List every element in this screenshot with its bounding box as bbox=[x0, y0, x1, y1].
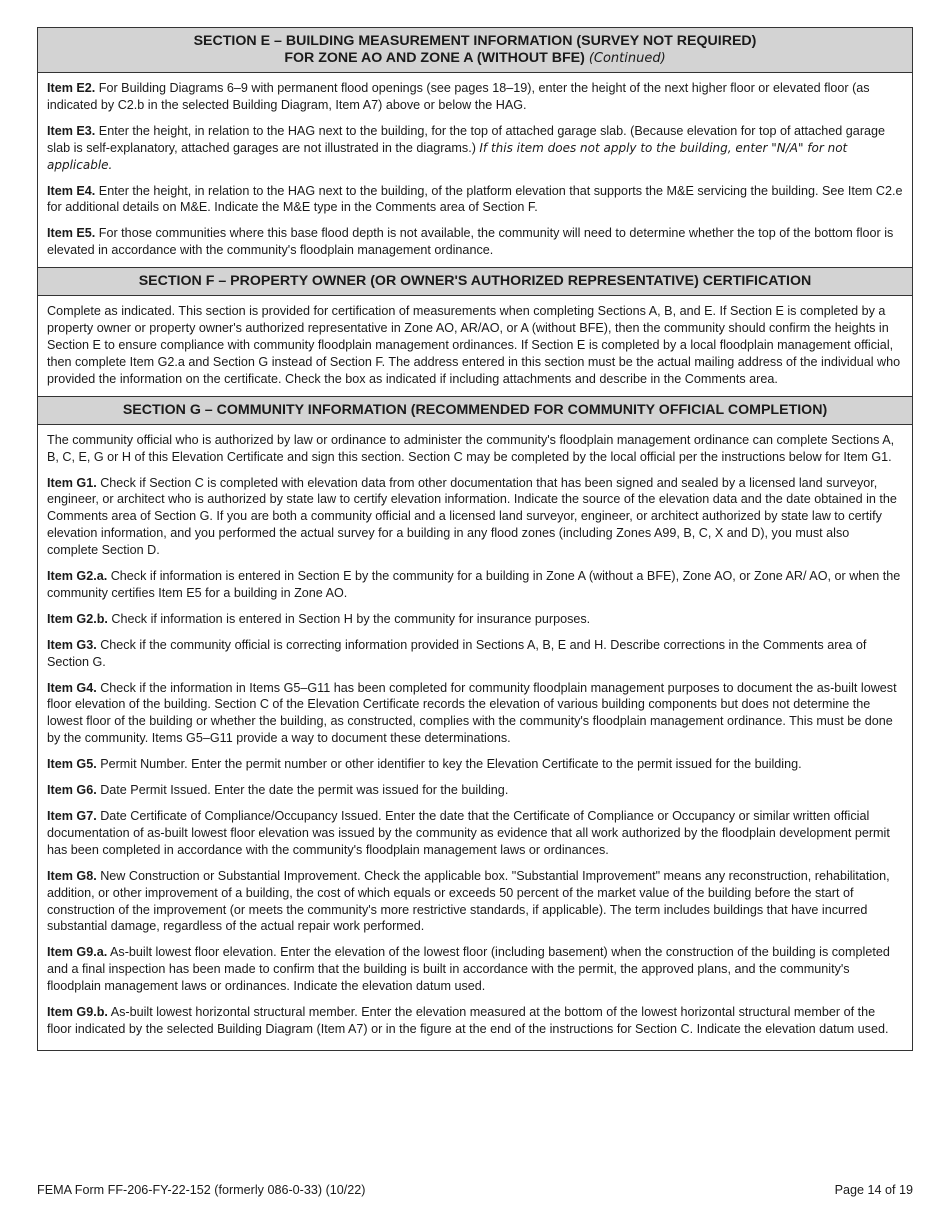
continued-label: (Continued) bbox=[588, 51, 666, 66]
item-text: Check if the information in Items G5–G11 has been completed for community floodplain management purposes to document the as-built lowest floor elevation of the building. Section C of the Elevation Certificate records the elevation of various building components but does not determine the lowest floor of the building or whether the building, as constructed, complies with the community's floodplain management ordinance. This must be done by the community. Items G5–G11 provide a way to document these determinations. bbox=[47, 680, 897, 746]
section-f-text: Complete as indicated. This section is provided for certification of measurements when completing Sections A, B, and E. If Section E is completed by a property owner or property owner's authorized representative in Zone AO, AR/AO, or A (without BFE), then the community should confirm the heights in Section E to ensure compliance with community floodplain management ordinances. If Section E is completed by a local floodplain management official, then complete Item G2.a and Section G instead of Section F. The address entered in this section must be the actual mailing address of the individual who provided the information on the certificate. Check the box as indicated if including attachments and describe in the Comments area. bbox=[47, 304, 901, 386]
item-text: Date Permit Issued. Enter the date the permit was issued for the building. bbox=[100, 783, 509, 798]
section-g-title: SECTION G – COMMUNITY INFORMATION (RECOMMENDED FOR COMMUNITY OFFICIAL COMPLETION) bbox=[122, 401, 828, 418]
item-label: Item G7. bbox=[47, 809, 97, 823]
item-label: Item G9.a. bbox=[47, 945, 108, 960]
item-label: Item E3. bbox=[47, 123, 96, 138]
item-label: Item G4. bbox=[47, 680, 97, 695]
section-g-body bbox=[38, 425, 912, 1050]
item-italic-note: If this item does not apply to the building, enter "N/A" for not applicable. bbox=[47, 140, 848, 172]
item-g1 bbox=[47, 475, 903, 560]
item-label: Item G1. bbox=[47, 475, 97, 490]
item-label: Item G3. bbox=[47, 637, 97, 652]
item-e3 bbox=[47, 123, 903, 174]
item-e5 bbox=[47, 225, 903, 259]
item-label: Item G9.b. bbox=[47, 1005, 108, 1020]
item-text: For Building Diagrams 6–9 with permanent flood openings (see pages 18–19), enter the height of the next higher floor or elevated floor (as indicated by C2.b in the selected Building Diagram, Item A7) above or below the HAG. bbox=[47, 81, 870, 112]
item-text: New Construction or Substantial Improvement. Check the applicable box. "Substantial Improvement" means any reconstruction, rehabilitation, addition, or other improvement of a building, the cost of which equals or exceeds 50 percent of the market value of the building before the start of construction of the improvement (or meets the community's more restrictive standards, if applicable). The term includes buildings that have incurred substantial damage, regardless of the actual repair work performed. bbox=[47, 868, 890, 934]
section-e-title-line1: SECTION E – BUILDING MEASUREMENT INFORMATION (SURVEY NOT REQUIRED) bbox=[193, 33, 757, 49]
item-text: Check if information is entered in Section E by the community for a building in Zone A (without a BFE), Zone AO, or Zone AR/ AO, or when the community certifies Item E5 for a building in Zone AO. bbox=[47, 569, 901, 600]
section-g-intro: The community official who is authorized by law or ordinance to administer the community's floodplain management ordinance can complete Sections A, B, C, E, G or H of this Elevation Certificate and sign this section. Section C may be completed by the local official per the instructions below for Item G1. bbox=[47, 432, 895, 464]
item-text: Check if information is entered in Section H by the community for insurance purposes. bbox=[111, 611, 591, 626]
item-label: Item G6. bbox=[47, 783, 97, 798]
form-content bbox=[37, 27, 913, 1051]
item-g5 bbox=[47, 756, 903, 773]
section-e-header bbox=[38, 28, 912, 73]
item-label: Item G5. bbox=[47, 757, 97, 772]
page-number: Page 14 of 19 bbox=[834, 1183, 913, 1197]
item-label: Item E2. bbox=[47, 81, 96, 95]
section-e-title-line2-row bbox=[46, 50, 904, 67]
item-g2a bbox=[47, 568, 903, 602]
item-g9b bbox=[47, 1004, 903, 1038]
item-g4 bbox=[47, 680, 903, 748]
section-f-body bbox=[38, 296, 912, 397]
item-g6 bbox=[47, 782, 903, 799]
form-id: FEMA Form FF-206-FY-22-152 (formerly 086-0-33) (10/22) bbox=[37, 1183, 366, 1197]
item-text: Date Certificate of Compliance/Occupancy Issued. Enter the date that the Certificate of Compliance or Occupancy or similar written official documentation of as-built lowest floor elevation was issued by the community as evidence that all work authorized by the floodplain development permit has been completed in accordance with the community's floodplain management laws or ordinances. bbox=[47, 809, 890, 857]
item-label: Item G8. bbox=[47, 868, 97, 883]
item-text: As-built lowest horizontal structural member. Enter the elevation measured at the bottom of the lowest horizontal structural member of the floor indicated by the selected Building Diagram (Item A7) or in the figure at the end of the instructions for Section C. Indicate the elevation datum used. bbox=[47, 1005, 889, 1036]
item-label: Item E4. bbox=[47, 183, 96, 198]
item-text: Check if Section C is completed with elevation data from other documentation that has been signed and sealed by a licensed land surveyor, engineer, or architect who is authorized by state law to certify elevation information. Indicate the source of the elevation data and the date obtained in the Comments area of Section G. If you are both a community official and a licensed land surveyor, engineer, or architect authorized by state law to certify elevation information, and you performed the actual survey for a building in any flood zones (including Zones A99, B, C, X and D), you must also complete Section D. bbox=[47, 475, 897, 558]
item-text: Check if the community official is correcting information provided in Sections A, B, E and H. Describe corrections in the Comments area of Section G. bbox=[47, 637, 867, 669]
item-g9a bbox=[47, 944, 903, 995]
item-text: For those communities where this base flood depth is not available, the community will need to determine whether the top of the bottom floor is elevated in accordance with the community's floodplain management ordinance. bbox=[47, 226, 894, 258]
item-g8 bbox=[47, 868, 903, 936]
item-text: As-built lowest floor elevation. Enter the elevation of the lowest floor (including basement) when the construction of the building is completed and a final inspection has been made to confirm that the building is built in accordance with the permit, the approved plans, and the community's floodplain management laws or ordinances. Indicate the elevation datum used. bbox=[47, 945, 890, 994]
item-text: Enter the height, in relation to the HAG next to the building, for the top of attached garage slab. (Because elevation for top of attached garage slab is self-explanatory, attached garages are not illustrated in the diagrams.) bbox=[47, 123, 886, 155]
section-e-title-line2: FOR ZONE AO AND ZONE A (WITHOUT BFE) bbox=[284, 50, 585, 66]
section-f-title: SECTION F – PROPERTY OWNER (OR OWNER'S AUTHORIZED REPRESENTATIVE) CERTIFICATION bbox=[138, 273, 812, 290]
item-g3 bbox=[47, 637, 903, 671]
item-g7 bbox=[47, 808, 903, 859]
section-f-header bbox=[38, 268, 912, 296]
item-e2 bbox=[47, 80, 903, 114]
item-label: Item G2.b. bbox=[47, 611, 108, 626]
section-g-header bbox=[38, 397, 912, 425]
item-g2b bbox=[47, 611, 903, 628]
section-e-body bbox=[38, 73, 912, 268]
item-text: Permit Number. Enter the permit number or other identifier to key the Elevation Certificate to the permit issued for the building. bbox=[100, 757, 802, 772]
item-label: Item G2.a. bbox=[47, 569, 108, 584]
item-text: Enter the height, in relation to the HAG next to the building, of the platform elevation that supports the M&E servicing the building. See Item C2.e for additional details on M&E. Indicate the M&E type in the Comments area of Section F. bbox=[47, 183, 903, 215]
item-e4 bbox=[47, 183, 903, 217]
item-label: Item E5. bbox=[47, 226, 96, 241]
